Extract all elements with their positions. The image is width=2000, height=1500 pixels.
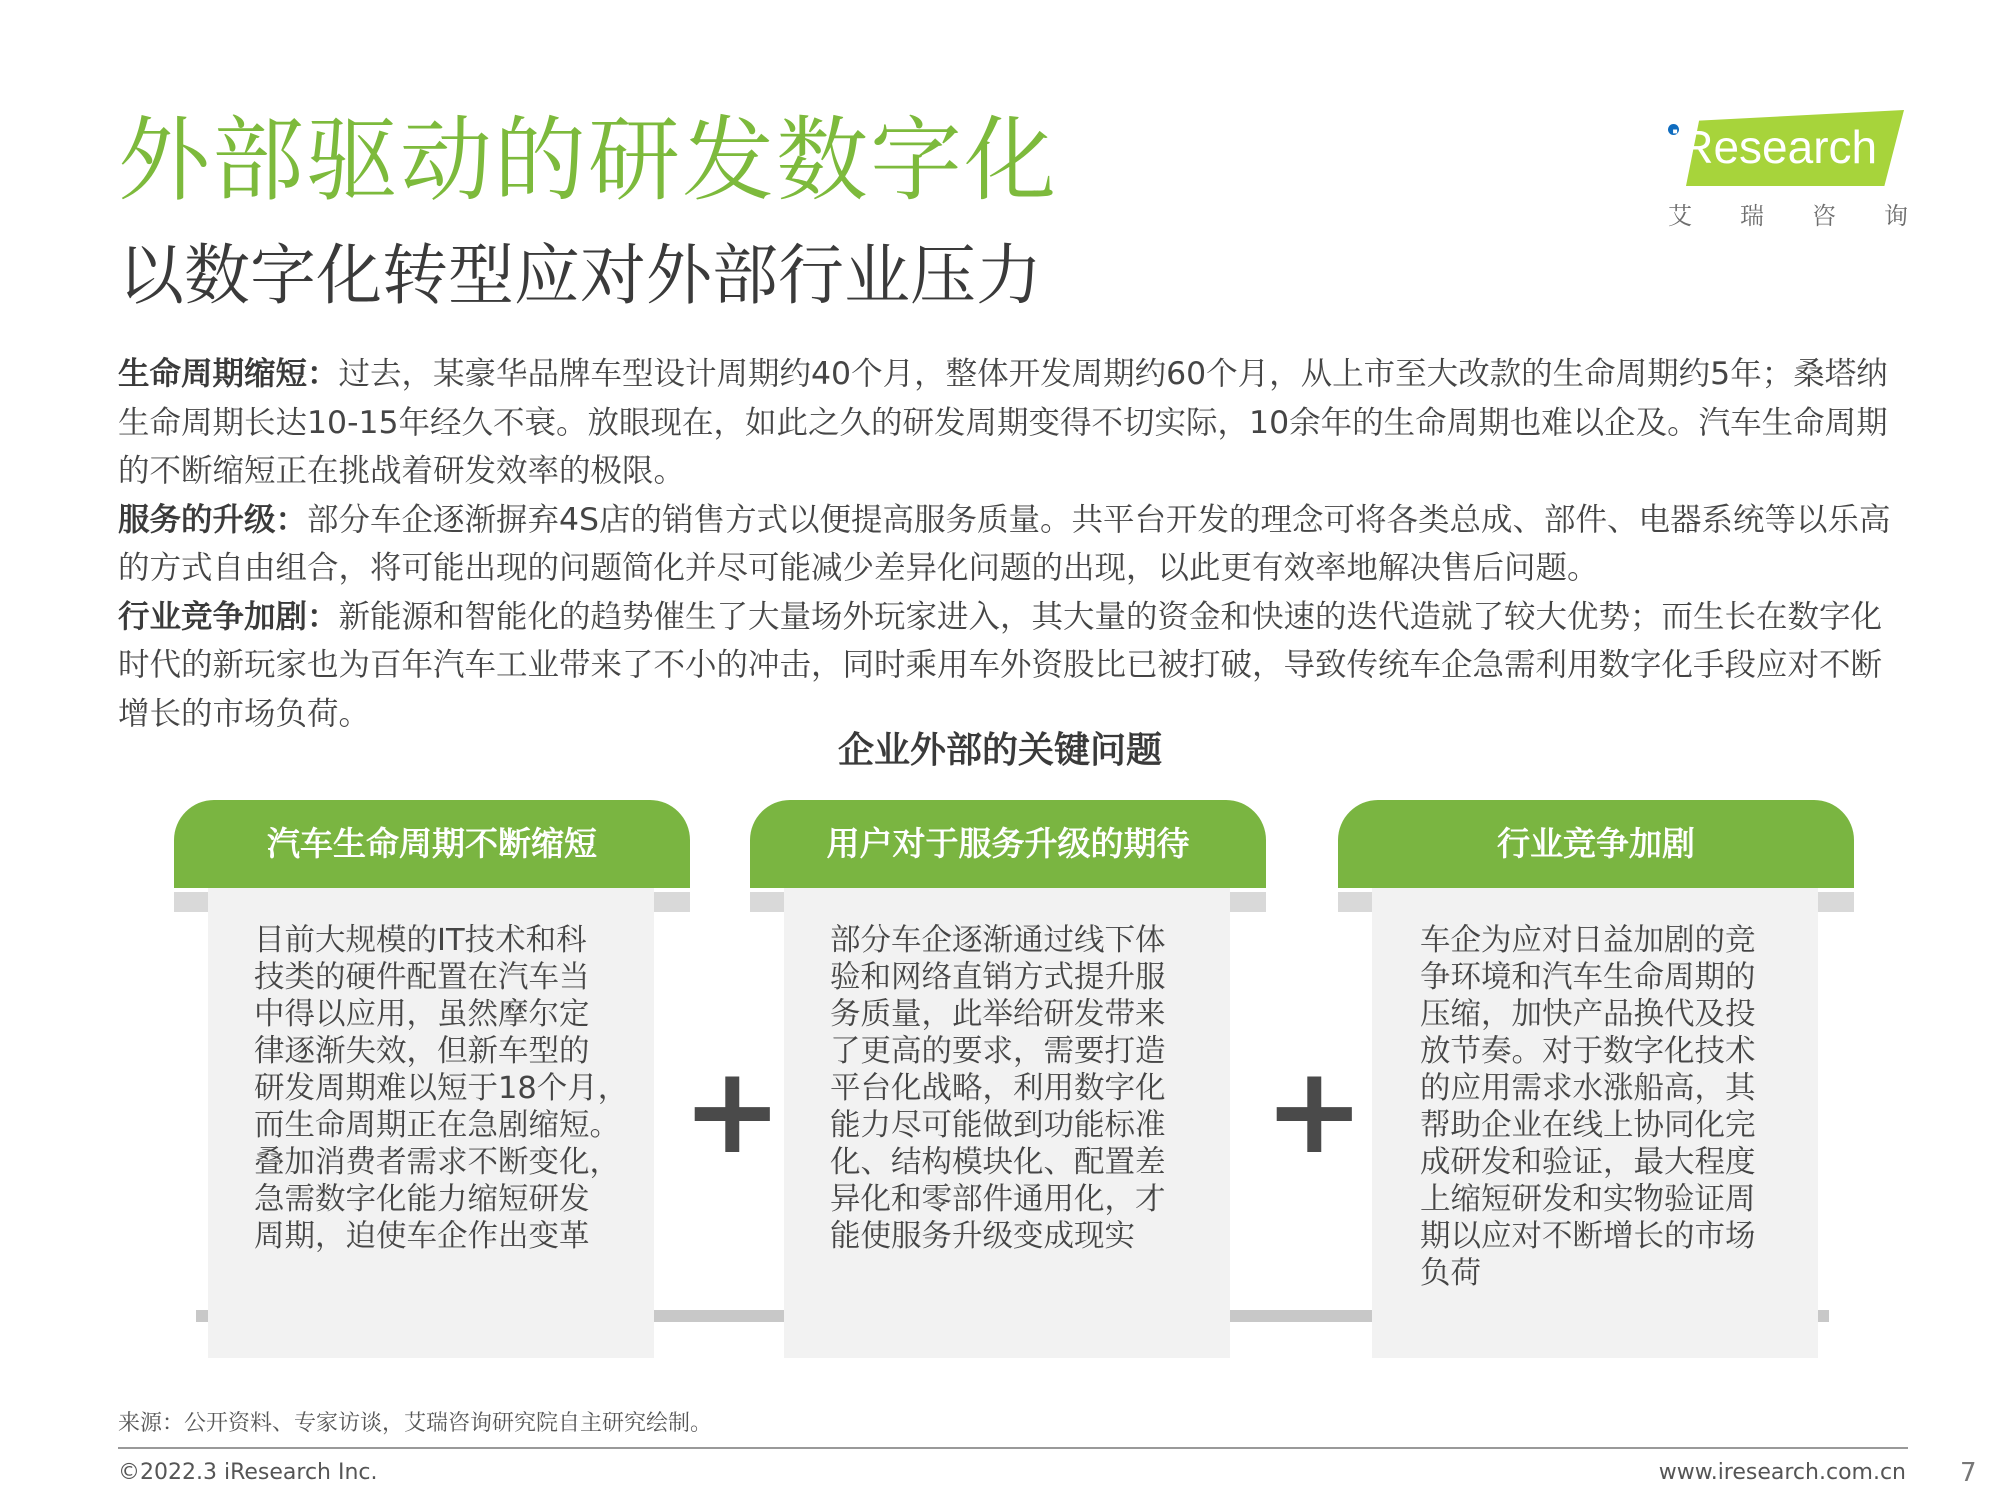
- card-heading: 汽车生命周期不断缩短: [174, 800, 690, 888]
- card-line: 急需数字化能力缩短研发: [254, 1182, 590, 1217]
- logo-char: 瑞: [1740, 202, 1764, 230]
- paragraph-text: 过去，某豪华品牌车型设计周期约40个月，整体开发周期约60个月，从上市至大改款的生命周期约5年；桑塔纳生命周期长达10-15年经久不衰。放眼现在，如此之久的研发周期变得不切实际，10余年的生命周期也难以企及。汽车生命周期的不断缩短正在挑战着研发效率的极限。: [118, 356, 1888, 489]
- card-line: 放节奏。对于数字化技术: [1420, 1034, 1756, 1069]
- card-line: 律逐渐失效，但新车型的: [254, 1034, 590, 1069]
- card-line: 能使服务升级变成现实: [830, 1219, 1135, 1254]
- card-line: 平台化战略，利用数字化: [830, 1071, 1166, 1106]
- card-line: 验和网络直销方式提升服: [830, 960, 1166, 995]
- card-heading: 行业竞争加剧: [1338, 800, 1854, 888]
- card-line: 部分车企逐渐通过线下体: [830, 923, 1166, 958]
- card-line: 成研发和验证，最大程度: [1420, 1145, 1756, 1180]
- card-line: 目前大规模的IT技术和科: [254, 923, 587, 958]
- logo-char: 艾: [1668, 202, 1692, 230]
- footer-divider: [118, 1447, 1908, 1449]
- paragraph-label: 服务的升级：: [118, 501, 308, 538]
- page-title: 外部驱动的研发数字化: [118, 107, 1059, 214]
- card-line: 车企为应对日益加剧的竞: [1420, 923, 1756, 958]
- card-line: 负荷: [1420, 1256, 1481, 1291]
- source-note: 来源：公开资料、专家访谈，艾瑞咨询研究院自主研究绘制。: [118, 1411, 713, 1436]
- paragraph-text: 新能源和智能化的趋势催生了大量场外玩家进入，其大量的资金和快速的迭代造就了较大优势；而生长在数字化时代的新玩家也为百年汽车工业带来了不小的冲击，同时乘用车外资股比已被打破，导致传统车企急需利用数字化手段应对不断增长的市场负荷。: [118, 598, 1883, 732]
- paragraph-text: 部分车企逐渐摒弃4S店的销售方式以便提高服务质量。共平台开发的理念可将各类总成、部件、电器系统等以乐高的方式自由组合，将可能出现的问题简化并尽可能减少差异化问题的出现，以此更有效率地解决售后问题。: [118, 501, 1891, 586]
- card-line: 化、结构模块化、配置差: [830, 1145, 1166, 1180]
- section-title: 企业外部的关键问题: [837, 730, 1162, 771]
- page-subtitle: 以数字化转型应对外部行业压力: [118, 237, 1042, 314]
- plus-icon: +: [1264, 1042, 1365, 1181]
- logo-chinese-name: [1668, 196, 1908, 231]
- card-line: 技类的硬件配置在汽车当: [254, 960, 590, 995]
- card-line: 争环境和汽车生命周期的: [1420, 960, 1756, 995]
- card-line: 的应用需求水涨船高，其: [1420, 1071, 1756, 1106]
- card-text: [830, 922, 1210, 1255]
- card-line: 务质量，此举给研发带来: [830, 997, 1166, 1032]
- card-line: 帮助企业在线上协同化完: [1420, 1108, 1756, 1143]
- paragraph-competition: [118, 593, 1908, 739]
- card-line: 研发周期难以短于18个月，: [254, 1071, 629, 1106]
- iresearch-logo: [1668, 110, 1908, 234]
- logo-char: 咨: [1812, 202, 1836, 230]
- card-line: 压缩，加快产品换代及投: [1420, 997, 1756, 1032]
- paragraph-label: 行业竞争加剧：: [118, 598, 339, 635]
- card-line: 而生命周期正在急剧缩短。: [254, 1108, 620, 1143]
- card-line: 中得以应用，虽然摩尔定: [254, 997, 590, 1032]
- body-paragraphs: [118, 350, 1908, 738]
- card-line: 期以应对不断增长的市场: [1420, 1219, 1756, 1254]
- card-line: 能力尽可能做到功能标准: [830, 1108, 1166, 1143]
- card-line: 异化和零部件通用化，才: [830, 1182, 1166, 1217]
- page-number: 7: [1960, 1458, 1977, 1488]
- card-line: 了更高的要求，需要打造: [830, 1034, 1166, 1069]
- card-line: 周期，迫使车企作出变革: [254, 1219, 590, 1254]
- plus-icon: +: [682, 1042, 783, 1181]
- paragraph-label: 生命周期缩短：: [118, 356, 339, 392]
- logo-char: 询: [1884, 202, 1908, 230]
- logo-wordmark: iResearch: [1670, 121, 1878, 173]
- card-text: [1420, 922, 1800, 1292]
- card-line: 上缩短研发和实物验证周: [1420, 1182, 1756, 1217]
- paragraph-service: [118, 496, 1908, 593]
- paragraph-lifecycle: [118, 350, 1908, 496]
- card-text: [254, 922, 634, 1255]
- website-link[interactable]: www.iresearch.com.cn: [1658, 1460, 1906, 1485]
- copyright: ©2022.3 iResearch Inc.: [118, 1460, 378, 1485]
- card-heading: 用户对于服务升级的期待: [750, 800, 1266, 888]
- card-line: 叠加消费者需求不断变化，: [254, 1145, 620, 1180]
